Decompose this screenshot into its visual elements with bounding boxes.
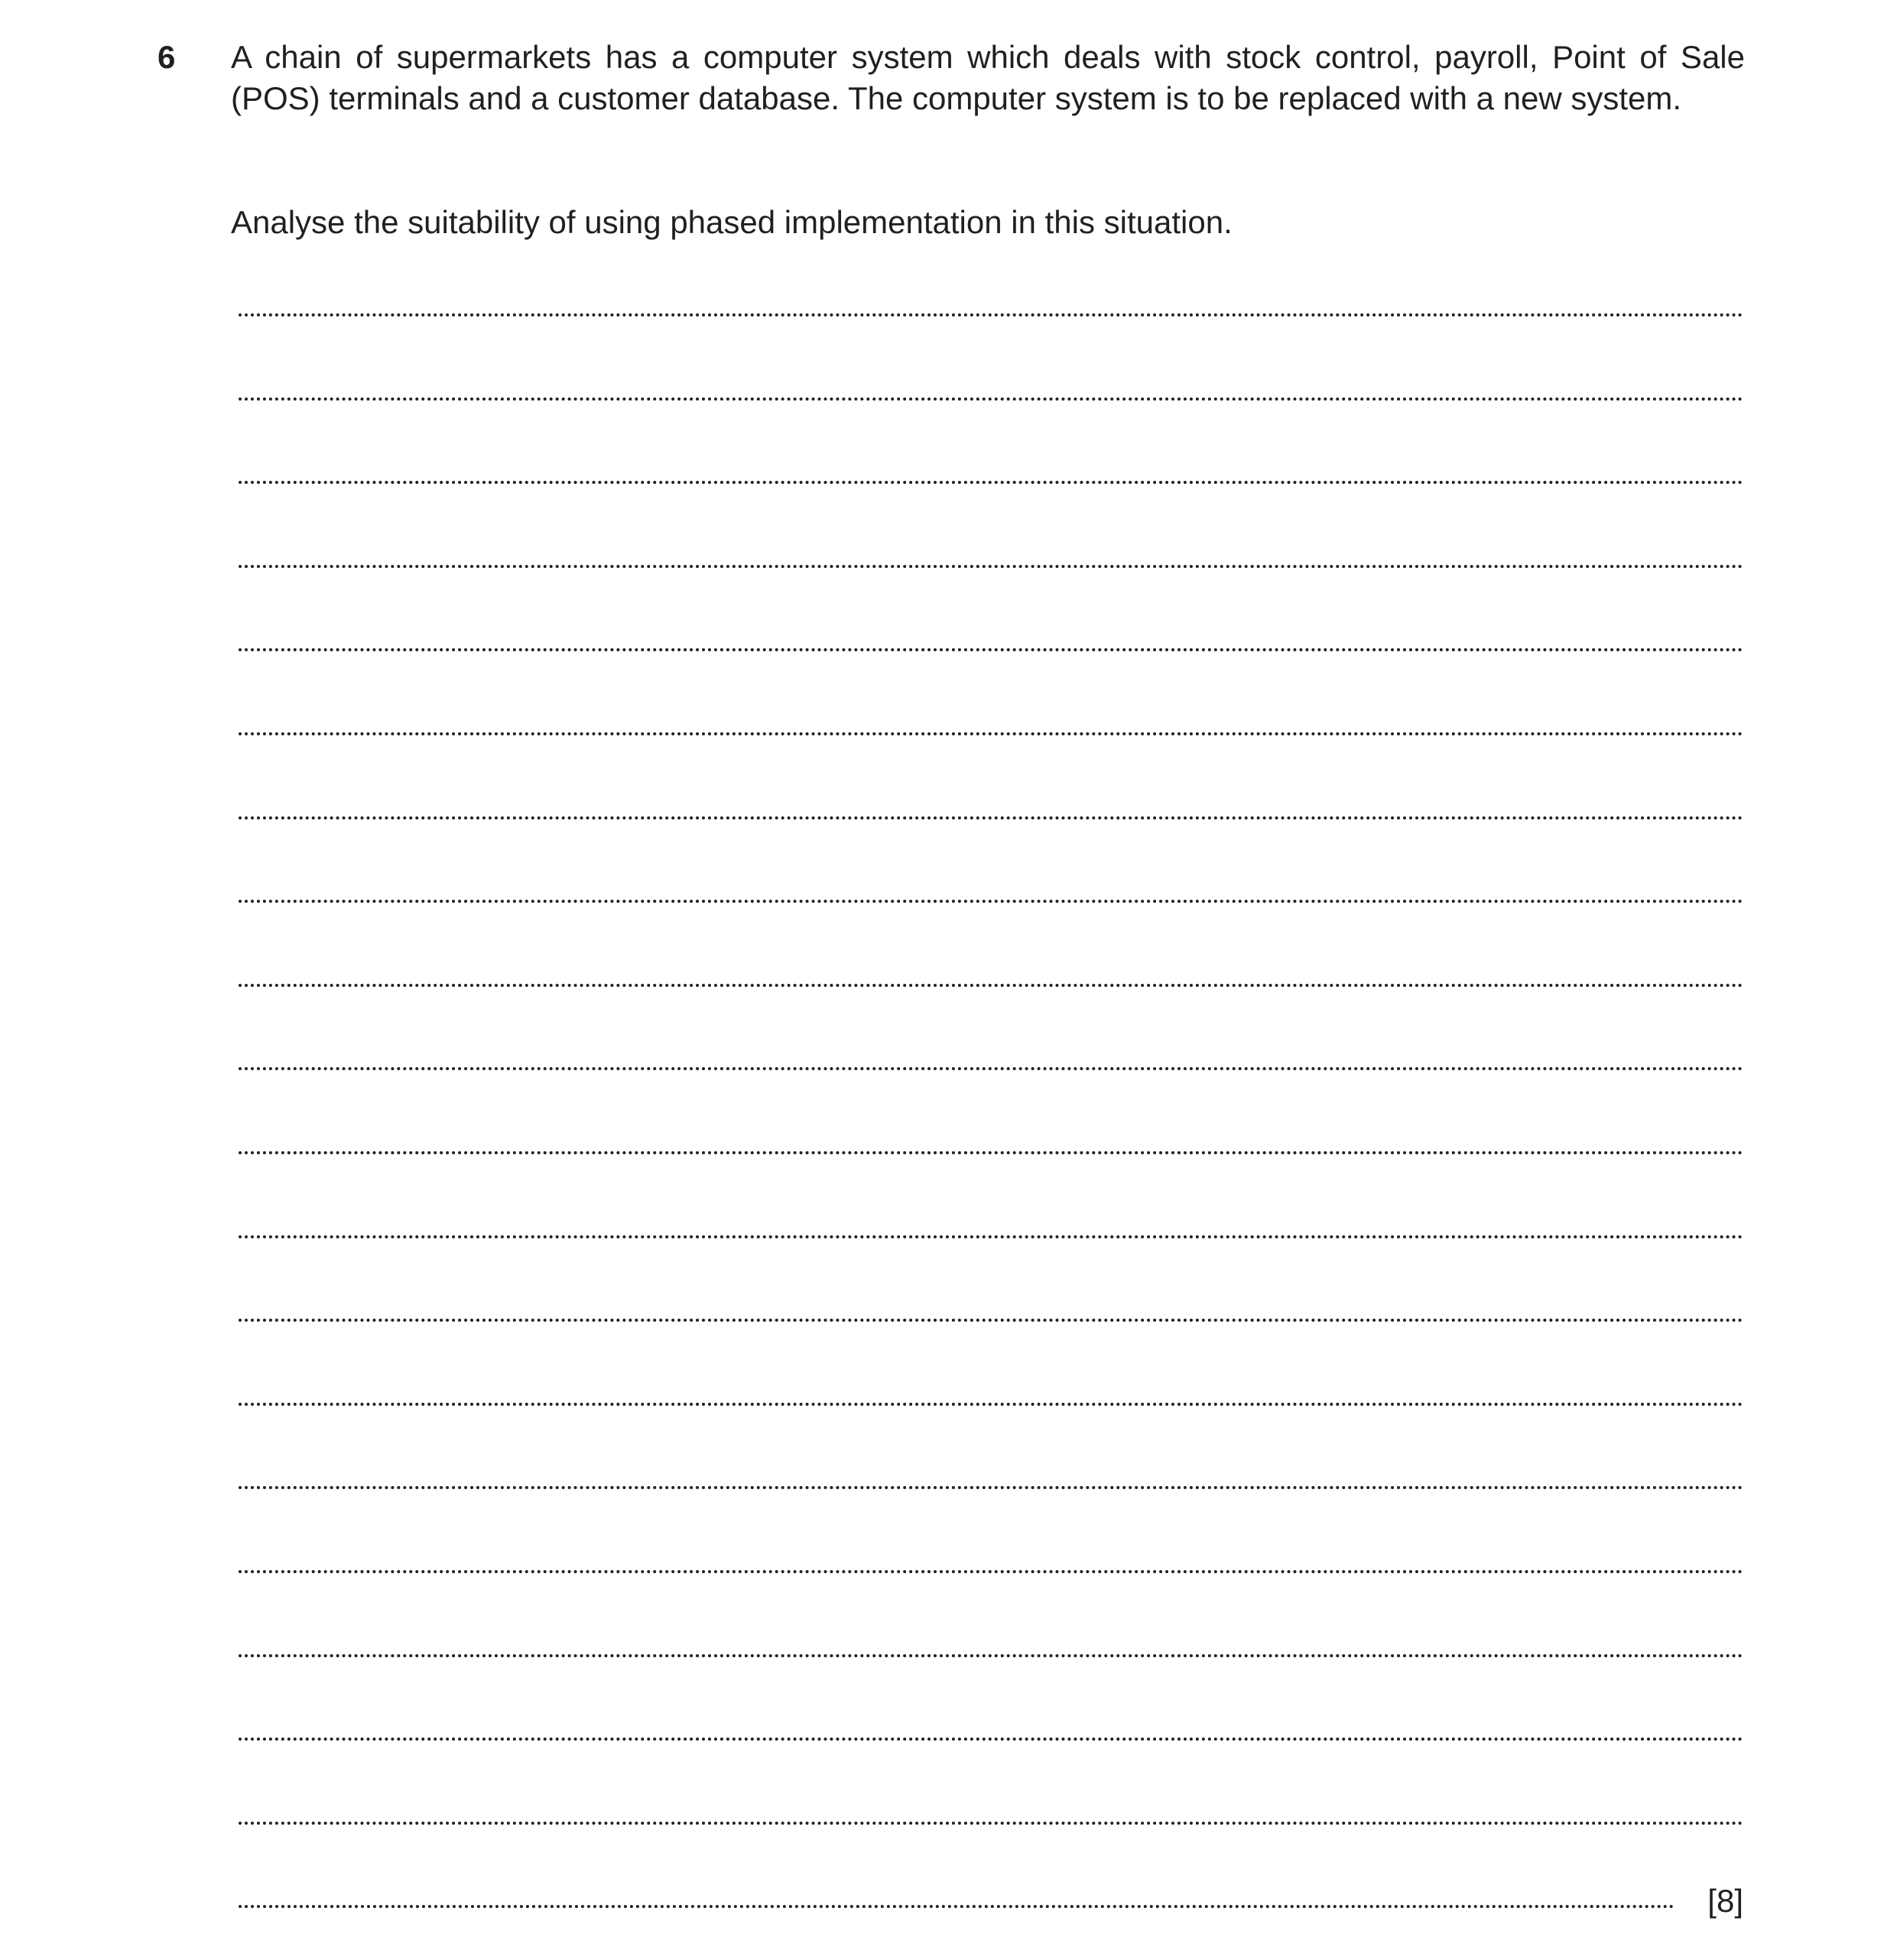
answer-line[interactable] — [239, 1122, 1743, 1206]
answer-line[interactable] — [239, 1038, 1743, 1122]
dotted-rule — [239, 1319, 1743, 1322]
dotted-rule — [239, 481, 1743, 484]
answer-line[interactable] — [239, 871, 1743, 955]
dotted-rule — [239, 313, 1743, 316]
marks-label: [8] — [1707, 1883, 1743, 1919]
answer-line[interactable] — [239, 1625, 1743, 1709]
dotted-rule — [239, 900, 1743, 903]
dotted-rule — [239, 565, 1743, 568]
dotted-rule — [239, 1822, 1743, 1825]
dotted-rule — [239, 398, 1743, 401]
question-instruction: Analyse the suitability of using phased implementation in this situation. — [231, 204, 1233, 240]
question-number: 6 — [158, 39, 176, 75]
dotted-rule — [239, 1235, 1743, 1238]
answer-line[interactable] — [239, 1793, 1743, 1877]
dotted-rule — [239, 1570, 1743, 1573]
dotted-rule — [239, 1151, 1743, 1154]
answer-line[interactable] — [239, 1206, 1743, 1290]
answer-line[interactable] — [239, 1457, 1743, 1541]
answer-line[interactable] — [239, 1709, 1743, 1793]
question-stem: A chain of supermarkets has a computer system which deals with stock control, payroll, Point of Sale (POS) terminals and a customer database. The computer system is to be replaced with a new system. — [231, 39, 1745, 116]
dotted-rule — [239, 984, 1743, 987]
answer-line[interactable] — [239, 1290, 1743, 1374]
dotted-rule — [239, 1486, 1743, 1489]
dotted-rule — [239, 648, 1743, 651]
dotted-rule — [239, 1738, 1743, 1741]
answer-line[interactable] — [239, 536, 1743, 620]
answer-line[interactable] — [239, 703, 1743, 787]
answer-line[interactable] — [239, 368, 1743, 453]
dotted-rule — [239, 1403, 1743, 1406]
answer-line[interactable] — [239, 1876, 1743, 1960]
answer-line[interactable] — [239, 452, 1743, 536]
answer-line[interactable] — [239, 1541, 1743, 1625]
dotted-rule — [239, 1905, 1674, 1908]
dotted-rule — [239, 1654, 1743, 1657]
answer-area[interactable] — [239, 284, 1743, 1960]
answer-line[interactable] — [239, 619, 1743, 703]
dotted-rule — [239, 1067, 1743, 1070]
dotted-rule — [239, 816, 1743, 819]
answer-line[interactable] — [239, 787, 1743, 871]
dotted-rule — [239, 732, 1743, 735]
answer-line[interactable] — [239, 955, 1743, 1039]
answer-line[interactable] — [239, 1374, 1743, 1458]
answer-line[interactable] — [239, 284, 1743, 368]
